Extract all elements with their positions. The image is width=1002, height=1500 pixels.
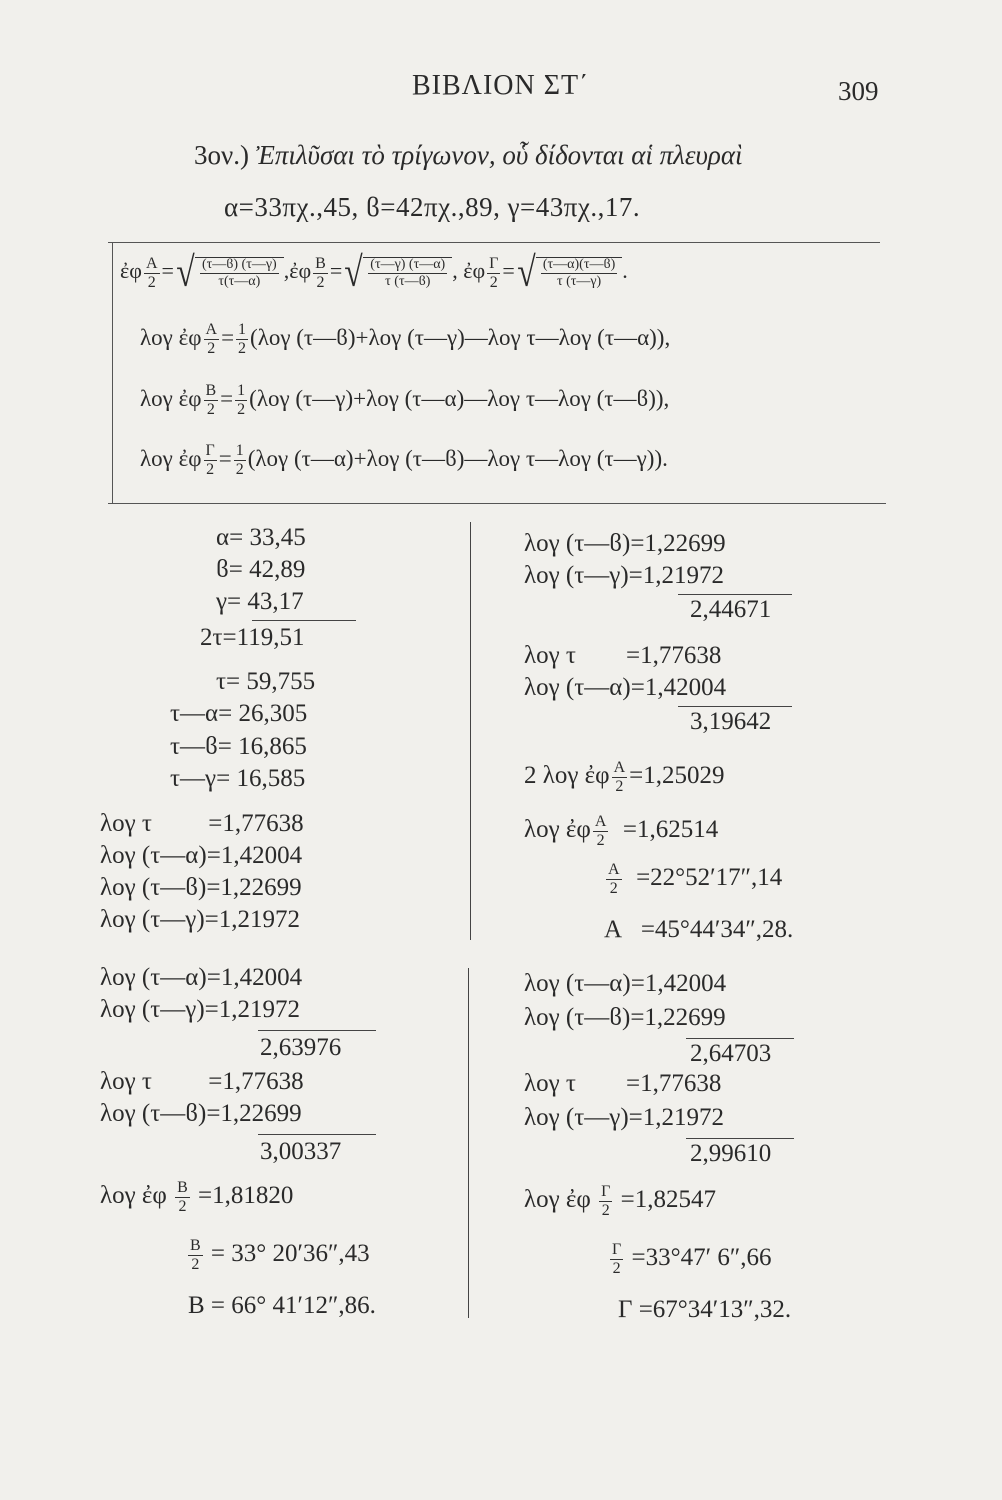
- log-formula-G: λογ ἐφ $\frac{\Gamma}{2}$ = $\frac{1}{2}$ (λογ (τ—α)+λογ (τ—ϐ)—λογ τ—λογ (τ—γ)).: [140, 442, 668, 478]
- lb-log-t-a: λογ (τ—α)=1,42004: [100, 964, 303, 991]
- half-B-frac: $\frac{B}{2}$: [315, 254, 326, 291]
- side-a: α= 33,45: [216, 524, 306, 551]
- half-A-frac: $\frac{A}{2}$: [145, 254, 158, 291]
- rt-log-t: λογ τ =1,77638: [524, 642, 722, 669]
- semi-perimeter: τ= 59,755: [216, 668, 316, 695]
- rt-angle-A: Α =45°44′34″,28.: [604, 916, 794, 943]
- running-title: ΒΙΒΛΙΟΝ ΣΤ΄: [412, 70, 590, 101]
- root-G: √ $\frac{(\tau—\alpha)(\tau—ϐ)}{\tau (\tau—\gamma)}$: [515, 252, 622, 294]
- lb-half-angle: $\frac{B}{2}$ = 33° 20′36″,43: [190, 1237, 370, 1273]
- box-top-rule: [108, 242, 880, 243]
- perimeter: 2τ=119,51: [200, 624, 305, 651]
- rb-rule-2: [686, 1138, 794, 1139]
- t-minus-a: τ—α= 26,305: [170, 700, 308, 727]
- log-t-a: λογ (τ—α)=1,42004: [100, 842, 303, 869]
- log-formula-B: λογ ἐφ $\frac{B}{2}$ = $\frac{1}{2}$ (λογ (τ—γ)+λογ (τ—α)—λογ τ—λογ (τ—ϐ)),: [140, 382, 670, 418]
- lb-angle-B: Β = 66° 41′12″,86.: [188, 1292, 376, 1319]
- box-left-rule: [112, 242, 113, 504]
- rt-log-tan: λογ ἐφ $\frac{A}{2}$ =1,62514: [524, 813, 719, 849]
- rt-half-angle: $\frac{A}{2}$ =22°52′17″,14: [608, 861, 783, 897]
- side-g: γ= 43,17: [216, 588, 304, 615]
- rb-angle-G: Γ =67°34′13″,32.: [618, 1296, 792, 1323]
- t-minus-b: τ—ϐ= 16,865: [170, 733, 307, 760]
- lb-log-tan: λογ ἐφ $\frac{B}{2}$ =1,81820: [100, 1179, 294, 1215]
- side-b: ϐ= 42,89: [216, 556, 306, 583]
- rt-rule-2: [678, 706, 792, 707]
- sum-rule: [252, 620, 356, 621]
- lb-sum-1: 2,63976: [260, 1034, 342, 1061]
- lb-log-t-g: λογ (τ—γ)=1,21972: [100, 996, 301, 1023]
- given-sides: α=33πχ.,45, ϐ=42πχ.,89, γ=43πχ.,17.: [224, 192, 641, 222]
- column-divider-bottom: [468, 968, 469, 1318]
- problem-number: 3ον.): [194, 140, 249, 170]
- log-t-b: λογ (τ—ϐ)=1,22699: [100, 874, 302, 901]
- log-formula-A: λογ ἐφ $\frac{A}{2}$ = $\frac{1}{2}$ (λογ (τ—ϐ)+λογ (τ—γ)—λογ τ—λογ (τ—α)),: [140, 321, 671, 357]
- lb-sum-2: 3,00337: [260, 1138, 342, 1165]
- lb-log-t-b: λογ (τ—ϐ)=1,22699: [100, 1100, 302, 1127]
- rb-log-tan: λογ ἐφ $\frac{\Gamma}{2}$ =1,82547: [524, 1183, 716, 1219]
- rt-rule-1: [678, 594, 792, 595]
- root-A: √ $\frac{(\tau—ϐ) (\tau—\gamma)}{\tau(\tau—\alpha)}$: [174, 252, 284, 294]
- rt-sum-2: 3,19642: [690, 708, 772, 735]
- page-number: 309: [838, 76, 879, 106]
- rb-log-t-a: λογ (τ—α)=1,42004: [524, 970, 727, 997]
- rb-sum-2: 2,99610: [690, 1140, 772, 1167]
- rb-rule-1: [686, 1038, 794, 1039]
- column-divider-top: [470, 522, 471, 940]
- problem-text: Ἐπιλῦσαι τὸ τρίγωνον, οὗ δίδονται αἱ πλευραὶ: [255, 140, 743, 170]
- log-t: λογ τ =1,77638: [100, 810, 304, 837]
- rb-log-t: λογ τ =1,77638: [524, 1070, 722, 1097]
- t-minus-g: τ—γ= 16,585: [170, 765, 306, 792]
- rb-log-t-g: λογ (τ—γ)=1,21972: [524, 1104, 725, 1131]
- rt-log-t-g: λογ (τ—γ)=1,21972: [524, 562, 725, 589]
- rb-half-angle: $\frac{\Gamma}{2}$ =33°47′ 6″,66: [612, 1241, 772, 1277]
- half-angle-tan-formulas: ἐφ $\frac{A}{2}$ = √ $\frac{(\tau—ϐ) (\tau—\gamma)}{\tau(\tau—\alpha)}$ ,ἐφ $\frac{B}{2}$ = √ $\frac{(\tau—\gamma) (\tau—\alpha)}{\tau (\tau—ϐ)}$ , ἐφ $\frac{\Gamma}{2}$ = √ $\frac{(\tau—\alpha)(\tau—ϐ)}{\tau (\tau—\gamma)}$ .: [120, 250, 628, 296]
- box-bottom-rule: [108, 503, 886, 504]
- tan-prefix: ἐφ: [120, 258, 142, 284]
- half-G-frac: $\frac{\Gamma}{2}$: [489, 254, 499, 291]
- rt-log-t-a: λογ (τ—α)=1,42004: [524, 674, 727, 701]
- rt-sum-1: 2,44671: [690, 596, 772, 623]
- lb-rule-1: [258, 1030, 376, 1031]
- rb-log-t-b: λογ (τ—ϐ)=1,22699: [524, 1004, 726, 1031]
- rt-log-t-b: λογ (τ—ϐ)=1,22699: [524, 530, 726, 557]
- rt-double-log-tan: 2 λογ ἐφ $\frac{A}{2}$ =1,25029: [524, 759, 725, 795]
- log-t-g: λογ (τ—γ)=1,21972: [100, 906, 301, 933]
- lb-log-t: λογ τ =1,77638: [100, 1068, 304, 1095]
- root-B: √ $\frac{(\tau—\gamma) (\tau—\alpha)}{\tau (\tau—ϐ)}$: [342, 252, 452, 294]
- problem-statement: [194, 140, 743, 171]
- lb-rule-2: [258, 1134, 376, 1135]
- rb-sum-1: 2,64703: [690, 1040, 772, 1067]
